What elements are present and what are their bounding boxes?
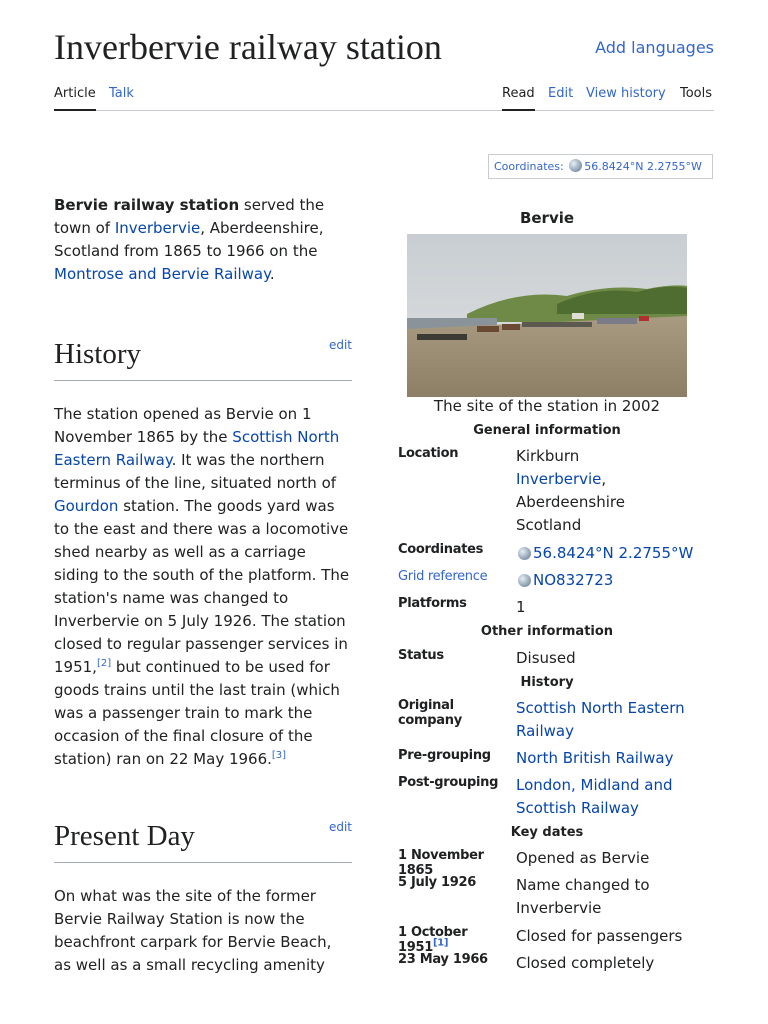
globe-icon: [518, 547, 531, 560]
history-text: but continued to be used for goods trains until the last train (which was a passenger train to mark the occasion of the final closure of the station) ran on 22 May 1966.: [54, 658, 340, 768]
tab-article[interactable]: Article: [54, 86, 96, 111]
tab-tools[interactable]: Tools: [680, 86, 713, 101]
reference-3[interactable]: [3]: [271, 750, 287, 761]
infobox-value-post-grouping: [516, 774, 726, 820]
section-heading-history: [54, 338, 352, 381]
north-british-railway-link[interactable]: North British Railway: [516, 749, 674, 767]
tab-talk[interactable]: Talk: [109, 86, 134, 101]
intro-paragraph: [54, 194, 352, 286]
present-day-heading: Present Day: [54, 820, 195, 852]
history-paragraph: [54, 403, 352, 771]
globe-icon: [569, 159, 582, 172]
infobox-coordinates-link[interactable]: 56.8424°N 2.2755°W: [533, 544, 694, 562]
infobox-label-date-3: [398, 925, 514, 955]
lms-railway-link[interactable]: London, Midland and Scottish Railway: [516, 776, 673, 817]
infobox-label-post-grouping: Post-grouping: [398, 775, 499, 790]
infobox-value-date-4: Closed completely: [516, 954, 655, 972]
infobox-label-pre-grouping: Pre-grouping: [398, 748, 491, 763]
globe-icon: [518, 574, 531, 587]
present-day-text: On what was the site of the former Bervie Railway Station is now the beachfront carpark for Bervie Beach, as well as a small recycling amenity: [54, 887, 332, 974]
infobox-value-date-3: Closed for passengers: [516, 927, 683, 945]
intro-text: .: [269, 265, 275, 283]
coordinates-box[interactable]: [488, 154, 713, 179]
tab-edit[interactable]: Edit: [548, 86, 574, 101]
location-line: Aberdeenshire: [516, 493, 625, 511]
infobox-value-grid: [516, 569, 726, 592]
history-text: . It was the northern terminus of the line, situated north of: [54, 451, 337, 492]
grid-reference-link[interactable]: Grid reference: [398, 569, 488, 584]
infobox-label-status: Status: [398, 648, 444, 663]
tab-view-history[interactable]: View history: [586, 86, 666, 101]
infobox-value-pre-grouping: [516, 747, 726, 770]
history-text: station. The goods yard was to the east and there was a locomotive shed nearby as well as a carriage siding to the south of the platform. The station's name was changed to Inverbervie on 5 July 1926. The station closed to regular passenger services in 1951,: [54, 497, 350, 676]
reference-2[interactable]: [2]: [96, 658, 112, 669]
add-languages-link[interactable]: Add languages: [595, 38, 714, 57]
page-tabs: [54, 84, 714, 111]
location-line: Scotland: [516, 516, 582, 534]
infobox-value-platforms: 1: [516, 598, 526, 616]
location-comma: ,: [601, 470, 607, 488]
infobox-label-date-2: 5 July 1926: [398, 875, 477, 890]
location-line: Kirkburn: [516, 447, 580, 465]
history-edit-link[interactable]: edit: [328, 338, 352, 352]
section-heading-present-day: [54, 820, 352, 863]
present-day-paragraph: [54, 885, 352, 977]
infobox-value-original-company: [516, 697, 726, 743]
infobox-header-general: General information: [473, 423, 621, 438]
page-title: Inverbervie railway station: [54, 27, 442, 67]
infobox-label-coordinates: Coordinates: [398, 542, 484, 557]
gourdon-link[interactable]: Gourdon: [54, 497, 119, 515]
montrose-bervie-railway-link[interactable]: Montrose and Bervie Railway: [54, 265, 270, 283]
infobox-header-other: Other information: [480, 624, 614, 639]
infobox-caption: The site of the station in 2002: [433, 397, 661, 415]
date-3-text: 1 October 1951: [398, 925, 468, 955]
inverbervie-infobox-link[interactable]: Inverbervie: [516, 470, 602, 488]
infobox-label-location: Location: [398, 446, 459, 461]
coordinates-link[interactable]: 56.8424°N 2.2755°W: [584, 160, 702, 173]
infobox-label-date-1: 1 November 1865: [398, 848, 484, 878]
infobox-header-history: History: [520, 675, 574, 690]
intro-text: , Aberdeenshire, Scotland from 1865 to 1966 on the: [54, 219, 324, 260]
infobox-label-platforms: Platforms: [398, 596, 467, 611]
scottish-north-eastern-railway-link[interactable]: Scottish North Eastern Railway: [54, 428, 340, 469]
infobox-label-date-4: 23 May 1966: [398, 952, 488, 967]
history-text: The station opened as Bervie on 1 November 1865 by the: [54, 405, 312, 446]
coordinates-label: Coordinates:: [494, 160, 564, 173]
scottish-north-eastern-railway-infobox-link[interactable]: Scottish North Eastern Railway: [516, 699, 685, 740]
history-heading: History: [54, 338, 141, 370]
infobox-value-status: Disused: [516, 649, 576, 667]
tab-read[interactable]: Read: [502, 86, 535, 111]
grid-reference-value-link[interactable]: NO832723: [533, 571, 614, 589]
infobox-value-coordinates: [516, 542, 726, 565]
infobox-label-original-company: Original company: [398, 698, 462, 728]
infobox-header-key-dates: Key dates: [510, 825, 584, 840]
inverbervie-link[interactable]: Inverbervie: [114, 219, 201, 237]
infobox-title: Bervie: [519, 209, 575, 227]
infobox-value-date-1: Opened as Bervie: [516, 849, 650, 867]
station-site-photo[interactable]: [407, 234, 687, 397]
intro-bold-title: Bervie railway station: [54, 196, 240, 214]
present-day-edit-link[interactable]: edit: [328, 820, 352, 834]
infobox-value-date-2: Name changed to Inverbervie: [516, 876, 650, 917]
intro-text: served the town of: [54, 196, 325, 237]
infobox-value-location: [516, 445, 726, 537]
reference-1[interactable]: [1]: [432, 937, 449, 949]
